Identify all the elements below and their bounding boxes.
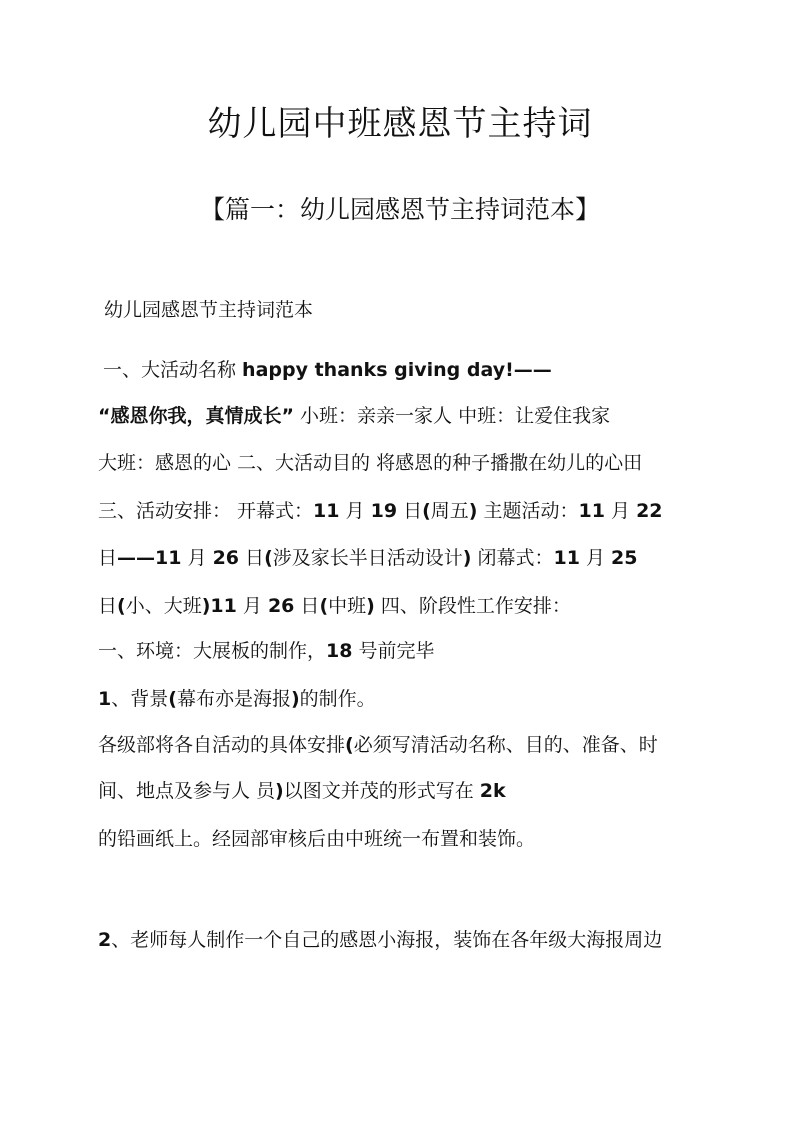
page-title: 幼儿园中班感恩节主持词 — [207, 104, 593, 144]
text-run-bold: ) — [290, 688, 300, 710]
text-run: 一、大活动名称 — [103, 359, 243, 381]
text-line-8 — [98, 687, 376, 711]
text-run-bold: 19 — [370, 500, 398, 522]
text-run: 日 — [98, 595, 118, 617]
text-run-bold: 11 — [578, 500, 605, 522]
text-run: 的制作。 — [299, 688, 376, 710]
text-run: 月 — [579, 547, 612, 569]
text-run-bold: “感恩你我，真情成长” — [98, 405, 294, 427]
text-run: 必须写清活动名称、目的、准备、时 — [353, 734, 658, 756]
text-run: 各级部将各自活动的具体安排 — [98, 734, 346, 756]
text-run: 日 — [294, 595, 320, 617]
text-run: 以图文并茂的形式写在 — [283, 780, 480, 802]
text-line-12 — [98, 928, 662, 952]
text-run-bold: 2k — [479, 780, 506, 802]
text-run: 周五 — [430, 500, 469, 522]
text-run-bold: ( — [422, 500, 431, 522]
text-run: 主题活动： — [477, 500, 579, 522]
section-heading: 幼儿园感恩节主持词范本 — [104, 299, 314, 321]
text-line-4 — [98, 499, 663, 523]
text-run-bold: 11 — [553, 547, 580, 569]
text-run-bold: 2 — [98, 929, 112, 951]
text-run: 日 — [98, 547, 118, 569]
text-run: 月 — [604, 500, 637, 522]
text-run: 大班：感恩的心 二、大活动目的 将感恩的种子播撒在幼儿的心田 — [98, 452, 643, 474]
text-run-bold: ( — [168, 688, 177, 710]
text-run: 涉及家长半日活动设计 — [272, 547, 463, 569]
text-run-bold: ( — [345, 734, 354, 756]
text-line-11 — [98, 827, 535, 851]
text-run-bold: ——11 — [117, 547, 182, 569]
text-run: 、老师每人制作一个自己的感恩小海报，装饰在各年级大海报周边 — [111, 929, 663, 951]
text-run-bold: ) — [366, 595, 375, 617]
text-run: 小班：亲亲一家人 中班：让爱住我家 — [293, 405, 611, 427]
text-run: 日 — [397, 500, 423, 522]
text-run: 号前完毕 — [352, 640, 435, 662]
text-run: 月 — [181, 547, 213, 569]
text-run-bold: 26 — [267, 595, 295, 617]
text-run: 四、阶段性工作安排： — [374, 595, 571, 617]
text-line-5 — [98, 546, 638, 570]
text-line-3 — [98, 451, 642, 475]
text-run-bold: 22 — [636, 500, 663, 522]
text-run: 中班 — [328, 595, 367, 617]
text-run-bold: ( — [117, 595, 126, 617]
text-run-bold: ( — [319, 595, 329, 617]
text-run-bold: ( — [264, 547, 273, 569]
text-run: 月 — [339, 500, 371, 522]
text-line-2 — [98, 404, 610, 428]
text-run-bold: ) — [462, 547, 472, 569]
text-run: 的铅画纸上。经园部审核后由中班统一布置和装饰。 — [98, 828, 536, 850]
text-run: 月 — [236, 595, 268, 617]
text-run-bold: )11 — [201, 595, 237, 617]
section-subtitle: 【篇一：幼儿园感恩节主持词范本】 — [199, 195, 600, 224]
text-line-1 — [103, 358, 552, 382]
text-line-7 — [98, 639, 435, 663]
text-run-bold: 1 — [98, 688, 112, 710]
text-run-bold: 25 — [611, 547, 638, 569]
text-run: 日 — [239, 547, 265, 569]
text-run-bold: 26 — [212, 547, 240, 569]
text-run-bold: ) — [468, 500, 478, 522]
text-run: 小、大班 — [125, 595, 202, 617]
text-run: 幕布亦是海报 — [176, 688, 291, 710]
text-run: 三、活动安排： 开幕式： — [98, 500, 314, 522]
text-run-bold: 18 — [326, 640, 353, 662]
text-run: 闭幕式： — [471, 547, 554, 569]
text-run: 一、环境：大展板的制作， — [98, 640, 327, 662]
text-run-bold: 11 — [313, 500, 340, 522]
text-line-10 — [98, 779, 506, 803]
text-run-bold: ) — [275, 780, 284, 802]
text-run-bold: happy thanks giving day!—— — [242, 359, 552, 381]
text-line-6 — [98, 594, 571, 618]
text-run: 、背景 — [111, 688, 169, 710]
text-run: 间、地点及参与人 员 — [98, 780, 276, 802]
text-line-9 — [98, 733, 658, 757]
